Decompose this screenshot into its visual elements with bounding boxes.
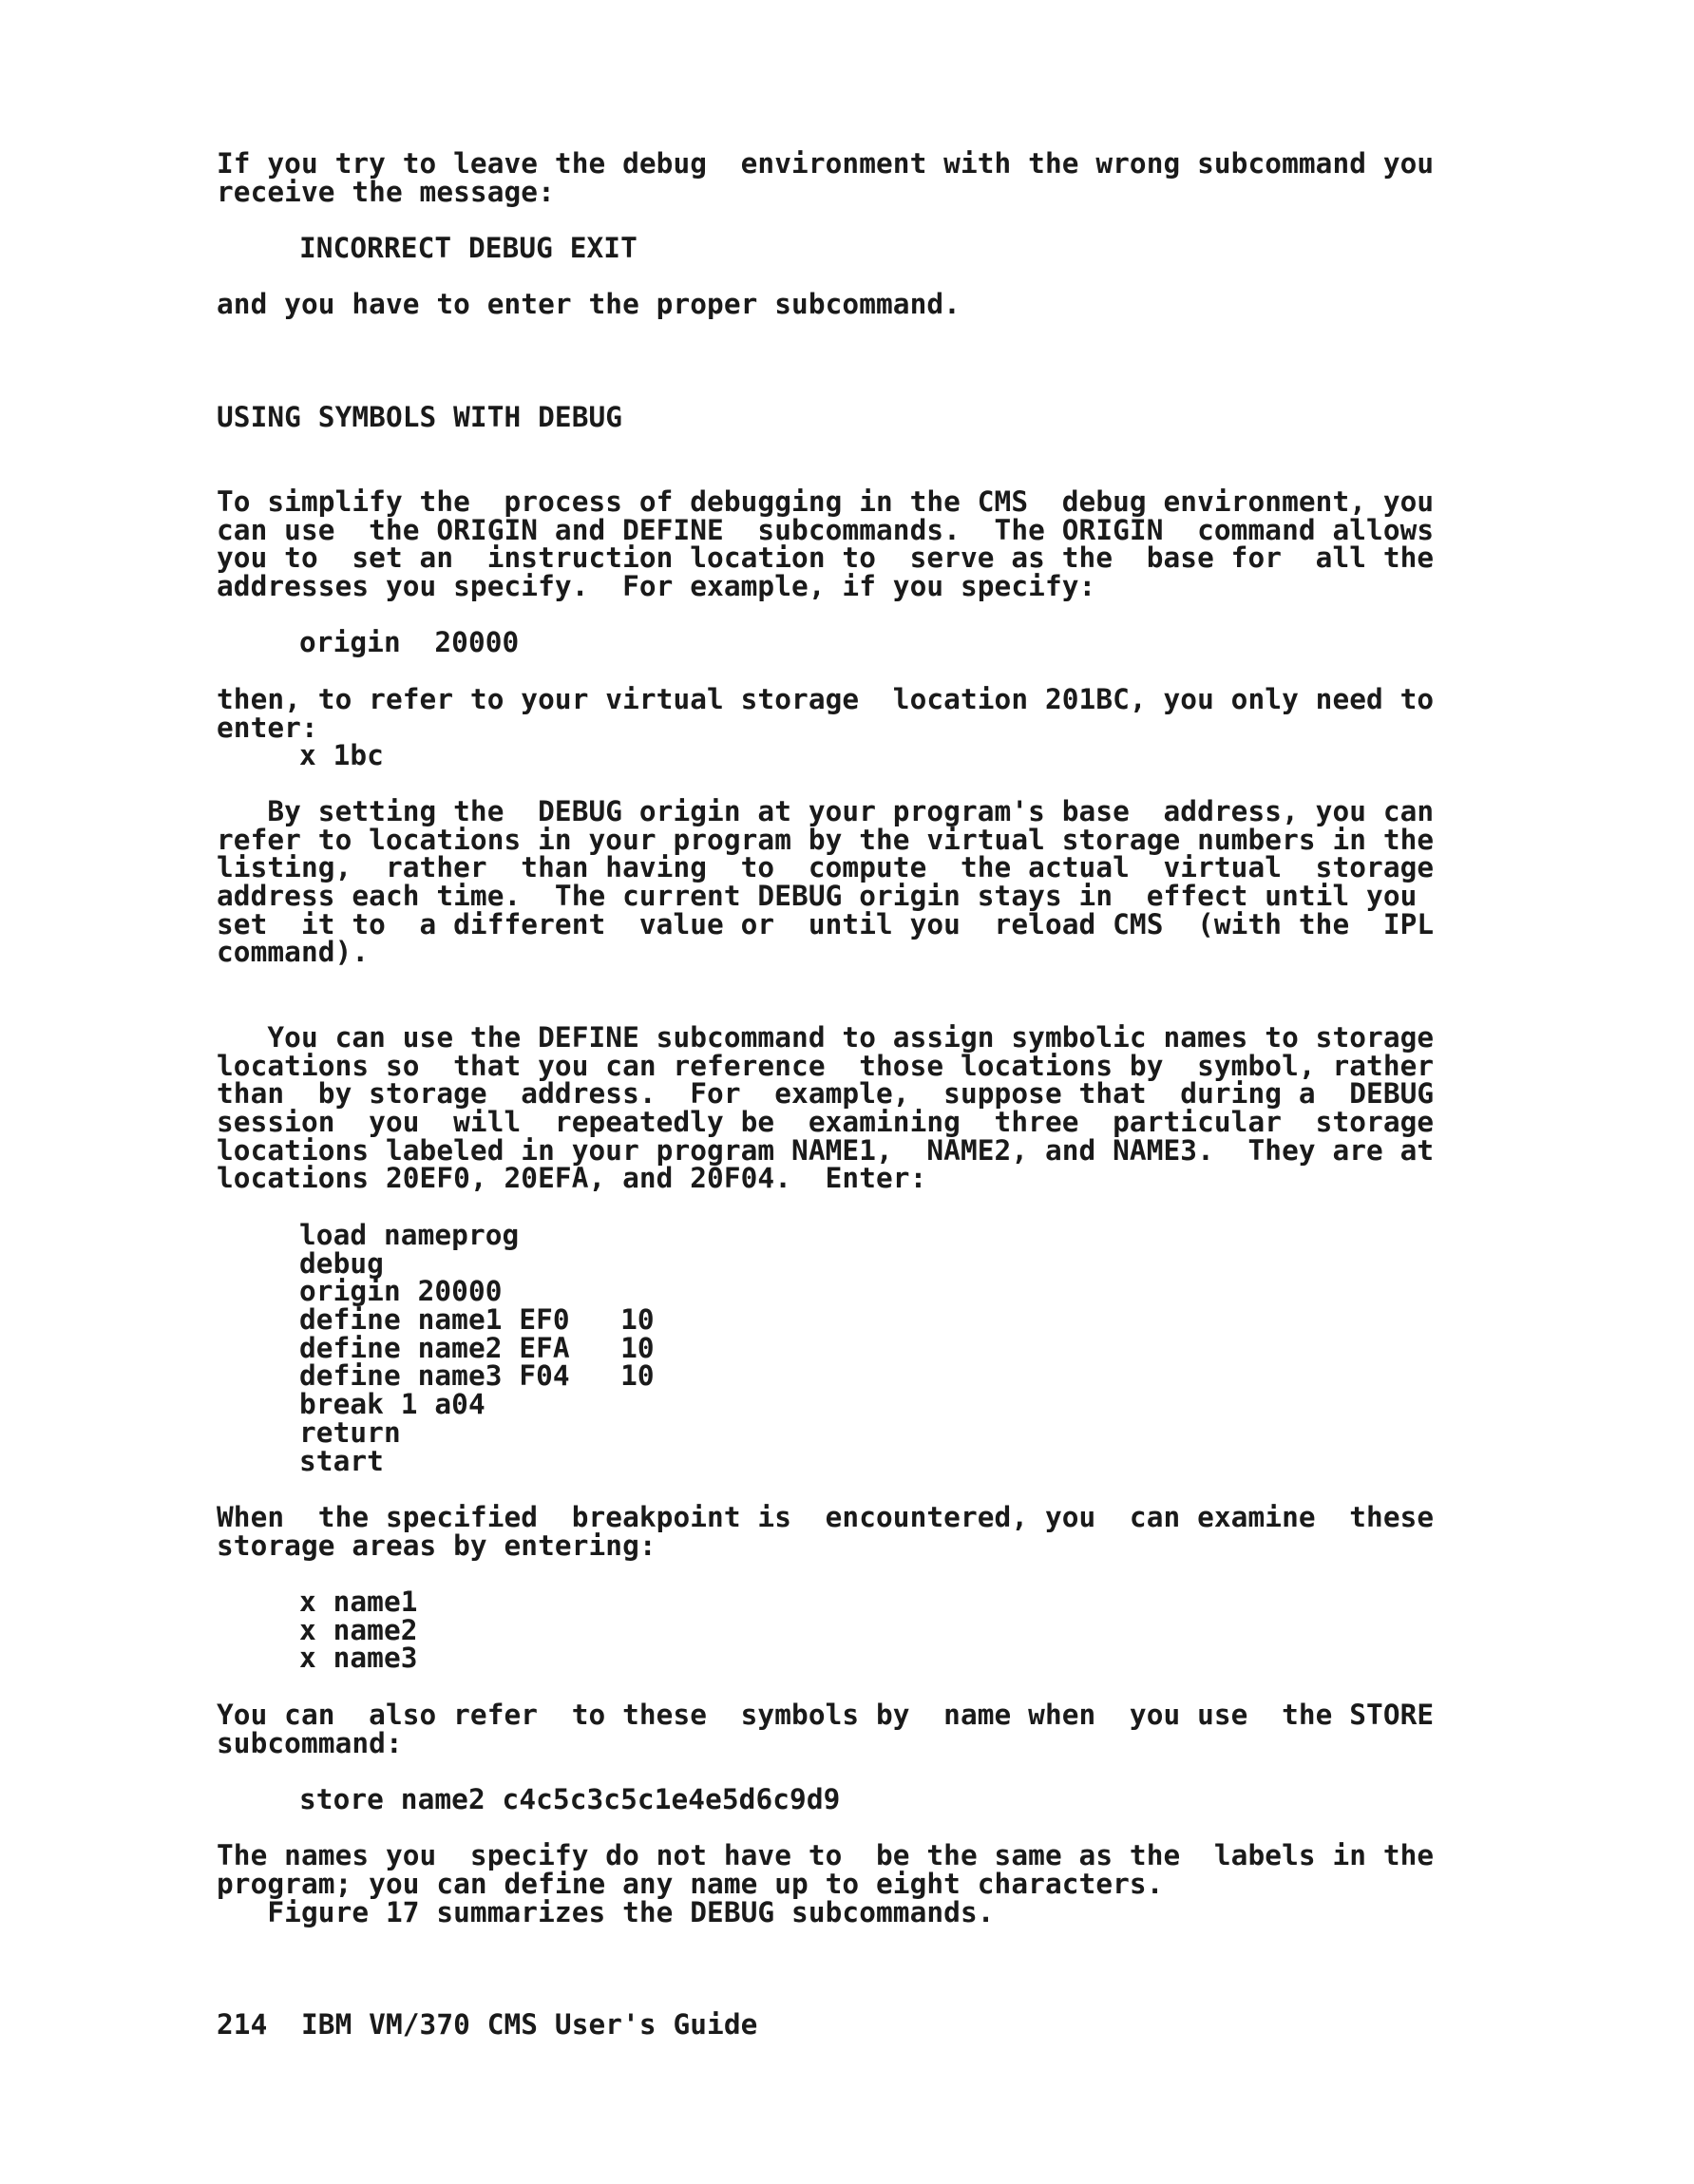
code-line: debug (299, 1246, 384, 1280)
text-line: then, to refer to your virtual storage location 201BC, you only need to (217, 683, 1435, 715)
code-line: x name2 (299, 1613, 418, 1646)
code-line: INCORRECT DEBUG EXIT (299, 232, 638, 264)
paragraph-store-subcommand (217, 1701, 1442, 1757)
code-line: start (299, 1444, 384, 1477)
paragraph-proper-subcommand (217, 288, 1442, 320)
paragraph-define-subcommand (217, 1021, 1442, 1195)
text-line: program; you can define any name up to eight characters. (217, 1867, 1164, 1900)
heading-text: USING SYMBOLS WITH DEBUG (217, 401, 623, 433)
code-block-message (299, 232, 1525, 264)
page-footer (217, 2008, 1442, 2041)
text-line: address each time. The current DEBUG origin stays in effect until you (217, 880, 1418, 913)
text-line: refer to locations in your program by the virtual storage numbers in the (217, 823, 1435, 856)
text-line: session you will repeatedly be examining three particular storage (217, 1106, 1435, 1139)
text-line: storage areas by entering: (217, 1529, 657, 1562)
text-line: locations labeled in your program NAME1, NAME2, and NAME3. They are at (217, 1133, 1435, 1167)
text-line: You can also refer to these symbols by name when you use the STORE (217, 1699, 1435, 1731)
code-line: x 1bc (299, 739, 384, 771)
text-line: than by storage address. For example, suppose that during a DEBUG (217, 1077, 1435, 1111)
paragraph-refer-location (217, 683, 1442, 744)
code-block-define-session (299, 1219, 1525, 1477)
paragraph-breakpoint (217, 1501, 1442, 1562)
code-line: store name2 c4c5c3c5c1e4e5d6c9d9 (299, 1783, 841, 1815)
text-line: set it to a different value or until you reload CMS (with the IPL (217, 907, 1435, 940)
code-line: return (299, 1415, 401, 1449)
section-heading (217, 401, 1442, 433)
text-line: command). (217, 936, 370, 969)
text-line: The names you specify do not have to be the same as the labels in the (217, 1839, 1435, 1871)
footer-text: 214 IBM VM/370 CMS User's Guide (217, 2008, 758, 2041)
paragraph-incorrect-exit (217, 147, 1442, 208)
text-line: subcommand: (217, 1726, 403, 1759)
code-block-store (299, 1783, 1525, 1815)
text-line: can use the ORIGIN and DEFINE subcommands. The ORIGIN command allows (217, 513, 1435, 546)
code-block-origin (299, 626, 1525, 658)
code-line: break 1 a04 (299, 1388, 485, 1421)
text-line: If you try to leave the debug environment with the wrong subcommand you (217, 147, 1435, 180)
text-line: receive the message: (217, 175, 555, 208)
code-line: define name2 EFA 10 (299, 1331, 655, 1364)
text-line: and you have to enter the proper subcommand. (217, 288, 961, 320)
paragraph-names-labels (217, 1839, 1442, 1900)
code-line: origin 20000 (299, 1275, 503, 1308)
text-line: listing, rather than having to compute the actual virtual storage (217, 851, 1435, 884)
text-line: addresses you specify. For example, if you specify: (217, 570, 1096, 603)
paragraph-simplify (217, 485, 1442, 603)
text-line: enter: (217, 711, 318, 744)
code-line: x name3 (299, 1642, 418, 1675)
text-line: When the specified breakpoint is encountered, you can examine these (217, 1501, 1435, 1533)
code-line: load nameprog (299, 1219, 520, 1251)
code-line: x name1 (299, 1586, 418, 1618)
text-line: you to set an instruction location to serve as the base for all the (217, 541, 1435, 575)
code-block-examine-names (299, 1588, 1525, 1673)
paragraph-debug-origin (217, 795, 1442, 969)
text-line: To simplify the process of debugging in the CMS debug environment, you (217, 485, 1435, 518)
code-line: origin 20000 (299, 626, 520, 658)
text-line: By setting the DEBUG origin at your program's base address, you can (217, 795, 1435, 827)
text-line: Figure 17 summarizes the DEBUG subcommands. (217, 1896, 995, 1928)
paragraph-figure-reference (217, 1896, 1442, 1928)
code-line: define name1 EF0 10 (299, 1303, 655, 1337)
code-block-x-1bc (299, 739, 1525, 771)
code-line: define name3 F04 10 (299, 1359, 655, 1393)
text-line: locations 20EF0, 20EFA, and 20F04. Enter: (217, 1162, 927, 1195)
text-line: You can use the DEFINE subcommand to assign symbolic names to storage (217, 1021, 1435, 1054)
text-line: locations so that you can reference those locations by symbol, rather (217, 1049, 1435, 1082)
